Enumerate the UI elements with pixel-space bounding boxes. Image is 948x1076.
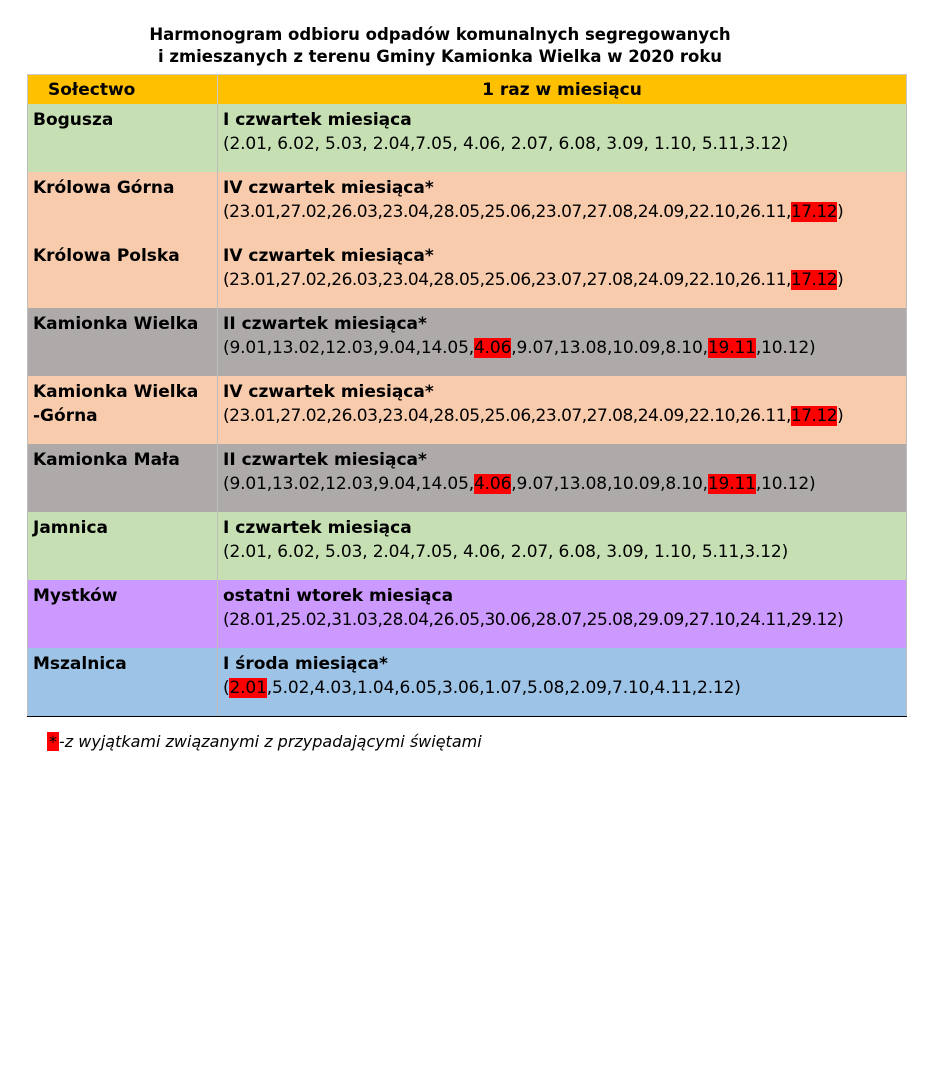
highlighted-date: 17.12 bbox=[790, 270, 838, 290]
frequency-text: ostatni wtorek miesiąca bbox=[223, 586, 454, 606]
schedule-cell bbox=[218, 240, 907, 308]
village-name: Królowa Górna bbox=[28, 172, 218, 240]
frequency-text: II czwartek miesiąca* bbox=[223, 450, 427, 470]
dates-part: (23.01,27.02,26.03,23.04,28.05,25.06,23.07,27.08,24.09,22.10,26.11, bbox=[223, 270, 791, 290]
highlighted-date: 17.12 bbox=[790, 202, 838, 222]
dates-text bbox=[223, 200, 906, 224]
schedule-cell bbox=[218, 444, 907, 512]
village-name: Kamionka Wielka bbox=[28, 308, 218, 376]
table-row bbox=[28, 308, 907, 376]
collection-schedule-table bbox=[27, 74, 907, 717]
dates-text bbox=[223, 336, 906, 360]
frequency-text: IV czwartek miesiąca* bbox=[223, 382, 434, 402]
dates-part: ) bbox=[837, 270, 844, 290]
dates-text: (28.01,25.02,31.03,28.04,26.05,30.06,28.07,25.08,29.09,27.10,24.11,29.12) bbox=[223, 610, 844, 630]
dates-text bbox=[223, 472, 906, 496]
dates-part: ,5.02,4.03,1.04,6.05,3.06,1.07,5.08,2.09,7.10,4.11,2.12) bbox=[266, 678, 741, 698]
frequency-text: IV czwartek miesiąca* bbox=[223, 178, 434, 198]
schedule-cell bbox=[218, 308, 907, 376]
dates-part: (9.01,13.02,12.03,9.04,14.05, bbox=[223, 474, 475, 494]
footnote bbox=[47, 732, 482, 752]
frequency-text: I środa miesiąca* bbox=[223, 654, 388, 674]
village-name bbox=[28, 376, 218, 444]
village-name-line-1: Kamionka Wielka bbox=[33, 382, 199, 402]
dates-text bbox=[223, 268, 906, 292]
frequency-text: I czwartek miesiąca bbox=[223, 110, 412, 130]
header-solectwo: Sołectwo bbox=[28, 75, 218, 105]
village-name-line-2: -Górna bbox=[33, 406, 98, 426]
table-header-row bbox=[28, 75, 907, 105]
dates-part: ) bbox=[837, 406, 844, 426]
schedule-cell bbox=[218, 512, 907, 580]
table-row bbox=[28, 104, 907, 172]
schedule-cell bbox=[218, 648, 907, 716]
table-row bbox=[28, 580, 907, 648]
village-name: Kamionka Mała bbox=[28, 444, 218, 512]
dates-text: (2.01, 6.02, 5.03, 2.04,7.05, 4.06, 2.07, 6.08, 3.09, 1.10, 5.11,3.12) bbox=[223, 134, 789, 154]
dates-text bbox=[223, 404, 906, 428]
table-row bbox=[28, 376, 907, 444]
village-name: Mszalnica bbox=[28, 648, 218, 716]
frequency-text: II czwartek miesiąca* bbox=[223, 314, 427, 334]
dates-text: (2.01, 6.02, 5.03, 2.04,7.05, 4.06, 2.07, 6.08, 3.09, 1.10, 5.11,3.12) bbox=[223, 542, 789, 562]
title-line-2: i zmieszanych z terenu Gminy Kamionka Wielka w 2020 roku bbox=[157, 47, 723, 66]
title-line-1: Harmonogram odbioru odpadów komunalnych segregowanych bbox=[149, 25, 731, 44]
schedule-cell bbox=[218, 580, 907, 648]
highlighted-date: 17.12 bbox=[790, 406, 838, 426]
dates-part: (23.01,27.02,26.03,23.04,28.05,25.06,23.07,27.08,24.09,22.10,26.11, bbox=[223, 406, 791, 426]
schedule-cell bbox=[218, 376, 907, 444]
document-title bbox=[0, 24, 880, 68]
dates-part: ) bbox=[837, 202, 844, 222]
footnote-asterisk: * bbox=[49, 732, 57, 751]
table-row bbox=[28, 240, 907, 308]
dates-part: ,9.07,13.08,10.09,8.10, bbox=[511, 338, 708, 358]
dates-part: ,10.12) bbox=[755, 474, 816, 494]
village-name: Bogusza bbox=[28, 104, 218, 172]
header-frequency: 1 raz w miesiącu bbox=[218, 75, 907, 105]
highlighted-date: 4.06 bbox=[474, 474, 512, 494]
table-row bbox=[28, 444, 907, 512]
frequency-text: IV czwartek miesiąca* bbox=[223, 246, 434, 266]
highlighted-date: 2.01 bbox=[229, 678, 267, 698]
dates-text bbox=[223, 676, 906, 700]
table-row bbox=[28, 512, 907, 580]
dates-part: (23.01,27.02,26.03,23.04,28.05,25.06,23.07,27.08,24.09,22.10,26.11, bbox=[223, 202, 791, 222]
highlighted-date: 19.11 bbox=[707, 338, 756, 358]
dates-part: (9.01,13.02,12.03,9.04,14.05, bbox=[223, 338, 475, 358]
frequency-text: I czwartek miesiąca bbox=[223, 518, 412, 538]
village-name: Królowa Polska bbox=[28, 240, 218, 308]
highlighted-date: 4.06 bbox=[474, 338, 512, 358]
schedule-cell bbox=[218, 172, 907, 240]
footnote-text: -z wyjątkami związanymi z przypadającymi świętami bbox=[59, 732, 482, 751]
dates-part: ,10.12) bbox=[755, 338, 816, 358]
village-name: Jamnica bbox=[28, 512, 218, 580]
table-row bbox=[28, 648, 907, 716]
dates-part: ( bbox=[223, 678, 230, 698]
dates-part: ,9.07,13.08,10.09,8.10, bbox=[511, 474, 708, 494]
table-row bbox=[28, 172, 907, 240]
highlighted-date: 19.11 bbox=[707, 474, 756, 494]
schedule-cell bbox=[218, 104, 907, 172]
village-name: Mystków bbox=[28, 580, 218, 648]
